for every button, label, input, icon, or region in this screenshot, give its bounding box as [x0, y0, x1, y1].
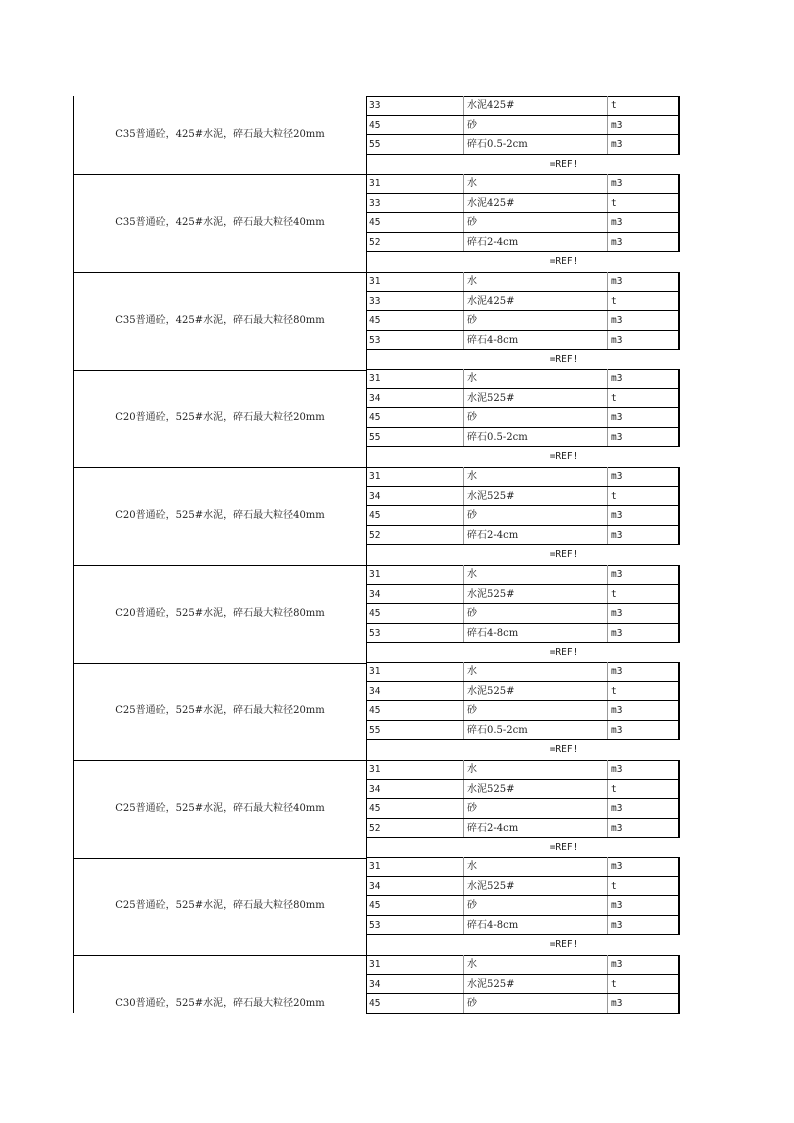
material-row	[366, 331, 679, 351]
material-unit: m3	[611, 431, 623, 443]
material-code: 45	[369, 608, 381, 619]
cell-divider	[463, 233, 464, 253]
material-row	[366, 857, 679, 877]
cell-divider	[607, 272, 608, 292]
cell-divider	[607, 428, 608, 448]
material-unit: m3	[611, 803, 623, 814]
material-code: 45	[369, 217, 381, 228]
block-separator-line	[73, 858, 366, 859]
cell-divider	[463, 135, 464, 155]
cell-divider	[463, 721, 464, 741]
ref-error-cell: =REF!	[549, 549, 579, 560]
cell-divider	[463, 487, 464, 507]
cell-divider	[607, 896, 608, 916]
material-row	[366, 194, 679, 214]
cell-divider	[463, 799, 464, 819]
material-code: 31	[369, 178, 381, 189]
cell-divider	[463, 975, 464, 995]
item-description: C30普通砼，525#水泥，碎石最大粒径20mm	[115, 998, 325, 1009]
material-name: 水	[467, 861, 477, 872]
material-row	[366, 233, 679, 253]
cell-divider	[463, 780, 464, 800]
material-unit: m3	[611, 666, 623, 677]
cell-divider	[463, 877, 464, 897]
item-description: C35普通砼，425#水泥，碎石最大粒径80mm	[115, 314, 325, 326]
material-code: 34	[369, 490, 381, 502]
material-name: 砂	[467, 510, 477, 521]
material-code: 34	[369, 978, 381, 990]
material-row	[366, 272, 679, 292]
material-name: 碎石4-8cm	[467, 334, 519, 346]
material-name: 水	[467, 471, 477, 482]
cell-divider	[607, 975, 608, 995]
material-name: 水泥525#	[467, 880, 515, 892]
cell-divider	[463, 896, 464, 916]
material-name: 碎石4-8cm	[467, 627, 519, 639]
material-row	[366, 624, 679, 644]
cell-divider	[463, 331, 464, 351]
material-name: 碎石2-4cm	[467, 529, 519, 541]
cell-divider	[607, 213, 608, 233]
cell-divider	[463, 311, 464, 331]
material-row	[366, 506, 679, 526]
cell-divider	[607, 662, 608, 682]
cell-divider	[607, 857, 608, 877]
material-row	[366, 682, 679, 702]
material-unit: m3	[611, 919, 623, 931]
item-description: C35普通砼，425#水泥，碎石最大粒径40mm	[115, 216, 325, 228]
cell-divider	[463, 662, 464, 682]
cell-divider	[607, 701, 608, 721]
material-code: 55	[369, 431, 381, 443]
material-unit: t	[611, 783, 617, 795]
material-unit: t	[611, 880, 617, 892]
ref-error-cell: =REF!	[549, 647, 579, 658]
cell-divider	[463, 955, 464, 975]
item-description: C25普通砼，525#水泥，碎石最大粒径40mm	[115, 802, 325, 814]
cell-divider	[463, 565, 464, 585]
row-divider-line	[366, 1013, 679, 1014]
material-unit: t	[611, 197, 617, 209]
material-name: 水泥525#	[467, 392, 515, 404]
material-code: 31	[369, 764, 381, 775]
material-code: 34	[369, 588, 381, 600]
ref-error-cell: =REF!	[549, 354, 579, 365]
cell-divider	[463, 467, 464, 487]
cell-divider	[607, 311, 608, 331]
cell-divider	[607, 624, 608, 644]
cell-divider	[607, 565, 608, 585]
material-code: 45	[369, 803, 381, 814]
material-code: 33	[369, 295, 381, 307]
material-name: 水	[467, 666, 477, 677]
material-unit: m3	[611, 178, 623, 189]
material-row	[366, 526, 679, 546]
cell-divider	[463, 213, 464, 233]
material-name: 碎石4-8cm	[467, 919, 519, 931]
material-name: 水	[467, 764, 477, 775]
cell-divider	[607, 604, 608, 624]
block-separator-line	[73, 174, 366, 175]
material-code: 31	[369, 959, 381, 970]
material-row	[366, 799, 679, 819]
material-code: 45	[369, 315, 381, 326]
material-code: 34	[369, 880, 381, 892]
material-unit: m3	[611, 705, 623, 716]
material-name: 水泥525#	[467, 783, 515, 795]
material-row	[366, 721, 679, 741]
material-name: 水	[467, 959, 477, 970]
material-name: 水泥525#	[467, 685, 515, 697]
cell-divider	[463, 526, 464, 546]
material-row	[366, 408, 679, 428]
material-code: 45	[369, 510, 381, 521]
cell-divider	[607, 916, 608, 936]
block-separator-line	[73, 663, 366, 664]
material-code: 34	[369, 392, 381, 404]
cell-divider	[607, 506, 608, 526]
cell-divider	[607, 526, 608, 546]
cell-divider	[463, 369, 464, 389]
cell-divider	[607, 585, 608, 605]
material-unit: m3	[611, 334, 623, 346]
cell-divider	[463, 857, 464, 877]
material-row	[366, 955, 679, 975]
material-name: 砂	[467, 119, 477, 131]
material-code: 53	[369, 334, 381, 346]
material-name: 砂	[467, 900, 477, 911]
material-code: 45	[369, 412, 381, 423]
material-code: 31	[369, 666, 381, 677]
material-code: 34	[369, 685, 381, 697]
material-code: 34	[369, 783, 381, 795]
material-unit: t	[611, 100, 617, 111]
material-code: 55	[369, 724, 381, 736]
material-row	[366, 116, 679, 136]
material-row	[366, 565, 679, 585]
material-row	[366, 819, 679, 839]
material-row	[366, 701, 679, 721]
material-name: 水	[467, 373, 477, 384]
material-name: 砂	[467, 705, 477, 716]
material-unit: m3	[611, 724, 623, 736]
material-row	[366, 975, 679, 995]
material-unit: m3	[611, 471, 623, 482]
cell-divider	[463, 682, 464, 702]
material-name: 碎石0.5-2cm	[467, 139, 528, 150]
material-name: 砂	[467, 998, 477, 1009]
item-description: C20普通砼，525#水泥，碎石最大粒径20mm	[115, 411, 325, 423]
material-row	[366, 585, 679, 605]
cell-divider	[607, 292, 608, 312]
material-name: 水泥525#	[467, 588, 515, 600]
material-unit: m3	[611, 900, 623, 911]
block-separator-line	[73, 467, 366, 468]
material-name: 砂	[467, 217, 477, 228]
material-row	[366, 487, 679, 507]
material-unit: m3	[611, 627, 623, 639]
cell-divider	[607, 994, 608, 1014]
material-unit: m3	[611, 764, 623, 775]
cell-divider	[607, 682, 608, 702]
material-code: 31	[369, 276, 381, 287]
material-unit: m3	[611, 119, 623, 131]
ref-error-cell: =REF!	[549, 256, 579, 267]
material-unit: m3	[611, 959, 623, 970]
cell-divider	[463, 760, 464, 780]
material-unit: m3	[611, 236, 623, 248]
material-unit: m3	[611, 569, 623, 580]
material-row	[366, 213, 679, 233]
material-name: 砂	[467, 608, 477, 619]
cell-divider	[463, 506, 464, 526]
material-unit: m3	[611, 217, 623, 228]
material-code: 45	[369, 998, 381, 1009]
ref-error-cell: =REF!	[549, 451, 579, 462]
material-code: 45	[369, 705, 381, 716]
material-row	[366, 96, 679, 116]
material-row	[366, 896, 679, 916]
material-code: 52	[369, 822, 381, 834]
material-code: 55	[369, 139, 381, 150]
cell-divider	[607, 389, 608, 409]
material-row	[366, 604, 679, 624]
material-unit: m3	[611, 608, 623, 619]
material-code: 31	[369, 569, 381, 580]
cell-divider	[463, 604, 464, 624]
material-row	[366, 916, 679, 936]
material-code: 52	[369, 236, 381, 248]
cell-divider	[463, 194, 464, 214]
cell-divider	[463, 174, 464, 194]
block-separator-line	[73, 272, 366, 273]
material-name: 水泥425#	[467, 197, 515, 209]
material-unit: m3	[611, 373, 623, 384]
cell-divider	[463, 116, 464, 136]
item-description: C25普通砼，525#水泥，碎石最大粒径20mm	[115, 704, 325, 716]
material-code: 33	[369, 100, 381, 111]
material-unit: t	[611, 295, 617, 307]
material-unit: m3	[611, 412, 623, 423]
material-unit: m3	[611, 276, 623, 287]
item-description: C20普通砼，525#水泥，碎石最大粒径80mm	[115, 607, 325, 619]
material-row	[366, 994, 679, 1014]
cell-divider	[463, 272, 464, 292]
material-row	[366, 877, 679, 897]
material-name: 砂	[467, 803, 477, 814]
cell-divider	[607, 194, 608, 214]
cell-divider	[463, 585, 464, 605]
cell-divider	[463, 96, 464, 116]
material-name: 砂	[467, 315, 477, 326]
block-separator-line	[73, 565, 366, 566]
material-unit: t	[611, 490, 617, 502]
material-unit: t	[611, 392, 617, 404]
material-name: 水泥525#	[467, 490, 515, 502]
material-row	[366, 662, 679, 682]
cell-divider	[463, 408, 464, 428]
material-code: 31	[369, 373, 381, 384]
material-row	[366, 292, 679, 312]
cell-divider	[463, 389, 464, 409]
cell-divider	[463, 701, 464, 721]
material-unit: m3	[611, 510, 623, 521]
cell-divider	[607, 116, 608, 136]
material-name: 碎石0.5-2cm	[467, 724, 528, 736]
cell-divider	[607, 135, 608, 155]
cell-divider	[463, 292, 464, 312]
material-name: 碎石2-4cm	[467, 236, 519, 248]
ref-error-cell: =REF!	[549, 842, 579, 853]
item-description: C25普通砼，525#水泥，碎石最大粒径80mm	[115, 899, 325, 911]
material-unit: t	[611, 588, 617, 600]
cell-divider	[607, 369, 608, 389]
cell-divider	[607, 331, 608, 351]
material-row	[366, 174, 679, 194]
material-code: 52	[369, 529, 381, 541]
cell-divider	[607, 174, 608, 194]
cell-divider	[607, 408, 608, 428]
material-code: 53	[369, 627, 381, 639]
material-unit: m3	[611, 315, 623, 326]
cell-divider	[607, 467, 608, 487]
cell-divider	[607, 96, 608, 116]
material-unit: t	[611, 978, 617, 990]
cell-divider	[607, 877, 608, 897]
material-row	[366, 369, 679, 389]
ref-error-cell: =REF!	[549, 939, 579, 950]
cell-divider	[607, 760, 608, 780]
cell-divider	[463, 624, 464, 644]
cell-divider	[607, 233, 608, 253]
material-unit: t	[611, 685, 617, 697]
item-description: C20普通砼，525#水泥，碎石最大粒径40mm	[115, 509, 325, 521]
material-unit: m3	[611, 998, 623, 1009]
material-unit: m3	[611, 861, 623, 872]
material-name: 水泥525#	[467, 978, 515, 990]
material-code: 33	[369, 197, 381, 209]
material-name: 水	[467, 178, 477, 189]
block-separator-line	[73, 370, 366, 371]
cell-divider	[607, 487, 608, 507]
material-name: 碎石2-4cm	[467, 822, 519, 834]
material-row	[366, 311, 679, 331]
material-row	[366, 780, 679, 800]
material-name: 碎石0.5-2cm	[467, 431, 528, 443]
cell-divider	[463, 916, 464, 936]
material-code: 53	[369, 919, 381, 931]
material-row	[366, 135, 679, 155]
cell-divider	[607, 819, 608, 839]
cell-divider	[607, 799, 608, 819]
material-row	[366, 428, 679, 448]
block-separator-line	[73, 955, 366, 956]
material-code: 45	[369, 900, 381, 911]
left-border-line	[73, 96, 74, 1013]
cell-divider	[607, 780, 608, 800]
material-unit: m3	[611, 529, 623, 541]
material-row	[366, 760, 679, 780]
material-code: 45	[369, 119, 381, 131]
ref-error-cell: =REF!	[549, 158, 579, 170]
block-separator-line	[73, 760, 366, 761]
material-row	[366, 467, 679, 487]
material-name: 砂	[467, 412, 477, 423]
cell-divider	[607, 955, 608, 975]
material-unit: m3	[611, 139, 623, 150]
material-name: 水泥425#	[467, 295, 515, 307]
material-row	[366, 389, 679, 409]
material-name: 水泥425#	[467, 100, 515, 111]
item-description: C35普通砼，425#水泥，碎石最大粒径20mm	[115, 129, 325, 140]
material-name: 水	[467, 276, 477, 287]
ref-error-cell: =REF!	[549, 744, 579, 755]
material-name: 水	[467, 569, 477, 580]
material-code: 31	[369, 861, 381, 872]
cell-divider	[463, 994, 464, 1014]
material-unit: m3	[611, 822, 623, 834]
cell-divider	[607, 721, 608, 741]
cell-divider	[463, 428, 464, 448]
cell-divider	[463, 819, 464, 839]
material-code: 31	[369, 471, 381, 482]
